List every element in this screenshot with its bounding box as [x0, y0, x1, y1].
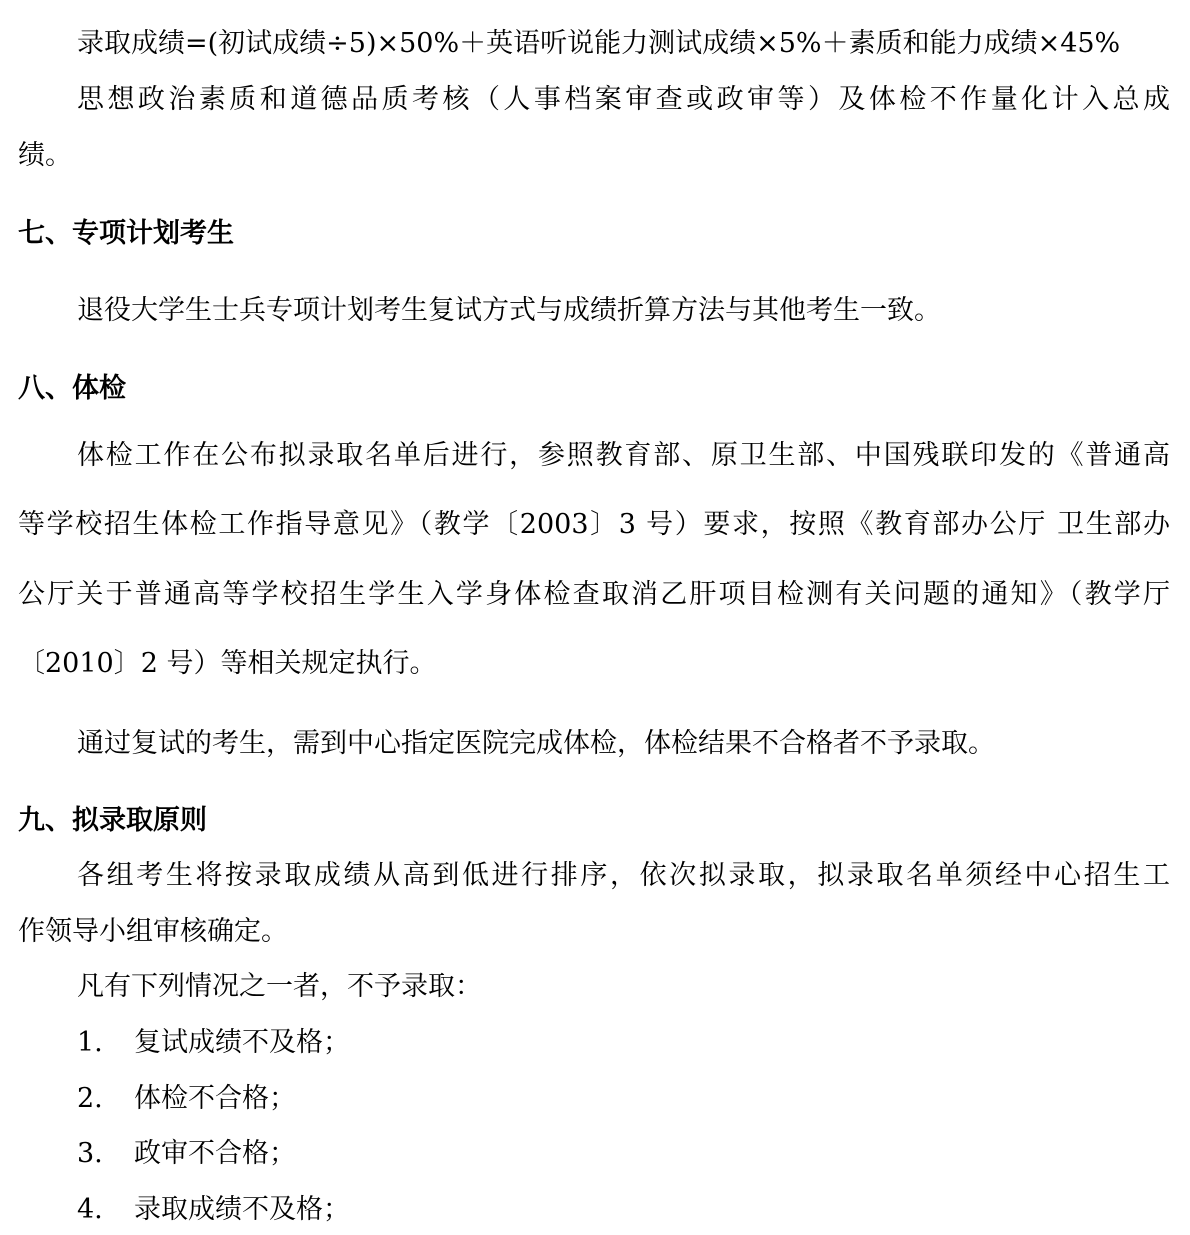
section-8-heading: 八、体检 — [18, 373, 126, 404]
section-9-heading: 九、拟录取原则 — [18, 805, 207, 836]
section-8-para1-line4: 〔2010〕2 号）等相关规定执行。 — [18, 648, 437, 679]
list-item — [0, 1190, 1190, 1230]
formula-line: 录取成绩=(初试成绩÷5)×50%＋英语听说能力测试成绩×5%＋素质和能力成绩×45% — [77, 28, 1121, 59]
list-item — [0, 1134, 1190, 1174]
note-line-1: 思想政治素质和道德品质考核（人事档案审查或政审等）及体检不作量化计入总成 — [77, 84, 1170, 115]
list-item — [0, 1023, 1190, 1063]
note-line-2: 绩。 — [18, 140, 72, 171]
section-7-paragraph: 退役大学生士兵专项计划考生复试方式与成绩折算方法与其他考生一致。 — [77, 295, 941, 326]
list-item-text: 复试成绩不及格； — [134, 1027, 350, 1058]
list-item-text: 政审不合格； — [134, 1138, 296, 1169]
section-9-para1-line1: 各组考生将按录取成绩从高到低进行排序，依次拟录取，拟录取名单须经中心招生工 — [77, 860, 1170, 891]
section-8-para1-line2: 等学校招生体检工作指导意见》（教学〔2003〕3 号）要求，按照《教育部办公厅 卫生部办 — [18, 509, 1170, 540]
list-item-number: 3. — [77, 1138, 103, 1169]
list-item-text: 体检不合格； — [134, 1083, 296, 1114]
section-8-para1-line3: 公厅关于普通高等学校招生学生入学身体检查取消乙肝项目检测有关问题的通知》（教学厅 — [18, 579, 1170, 610]
section-9-para1-line2: 作领导小组审核确定。 — [18, 916, 288, 947]
list-item-number: 2. — [77, 1083, 103, 1114]
section-7-heading: 七、专项计划考生 — [18, 218, 234, 249]
list-item-number: 1. — [77, 1027, 103, 1058]
section-9-para2: 凡有下列情况之一者，不予录取： — [77, 971, 482, 1002]
list-item-text: 录取成绩不及格； — [134, 1194, 350, 1225]
list-item — [0, 1079, 1190, 1119]
section-8-para2: 通过复试的考生，需到中心指定医院完成体检，体检结果不合格者不予录取。 — [77, 728, 995, 759]
section-8-para1-line1: 体检工作在公布拟录取名单后进行，参照教育部、原卫生部、中国残联印发的《普通高 — [77, 440, 1170, 471]
list-item-number: 4. — [77, 1194, 103, 1225]
